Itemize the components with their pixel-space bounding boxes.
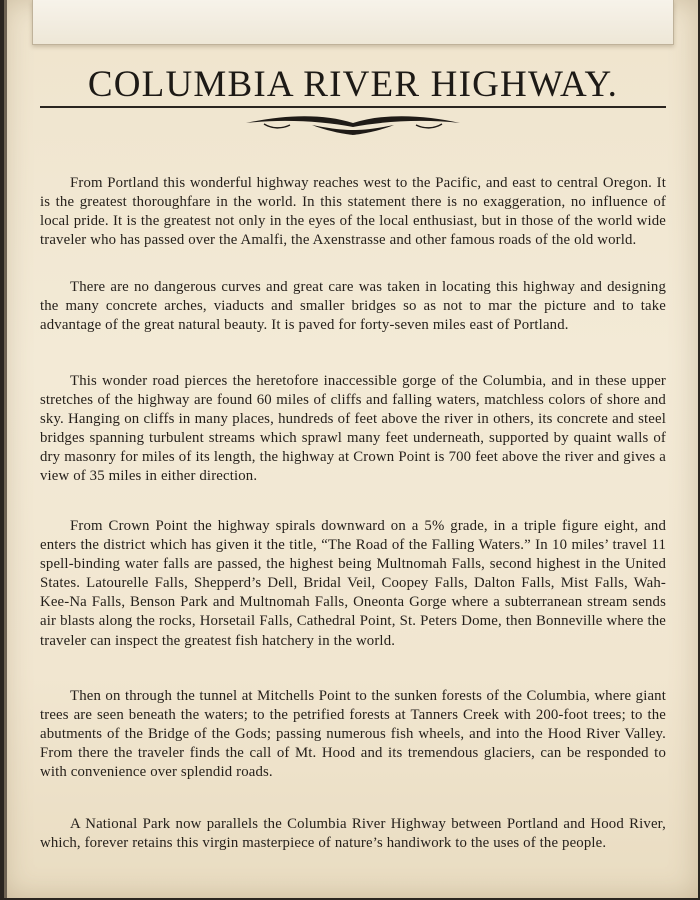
paragraph-gorge: This wonder road pierces the heretofore inaccessible gorge of the Columbia, and in these upper stretches of the highway are found 60 miles of cliffs and falling waters, matchless colors of shore and sky. Hanging on cliffs in many places, hundreds of feet above the river in others, its concrete and steel bridges spanning turbulent streams which sprawl many feet underneath, supported by quaint walls of dry masonry for miles of its length, the highway at Crown Point is 700 feet above the river and gives a view of 35 miles in either direction. bbox=[40, 373, 666, 485]
flourish-ornament-icon bbox=[242, 111, 464, 139]
paragraph-national-park: A National Park now parallels the Columbia River Highway between Portland and Hood River, which, forever retains this virgin masterpiece of nature’s handiwork to the uses of the people. bbox=[40, 816, 666, 852]
document-title: COLUMBIA RIVER HIGHWAY. bbox=[87, 64, 619, 105]
paragraph-hood-river: Then on through the tunnel at Mitchells Point to the sunken forests of the Columbia, where giant trees are seen beneath the waters; to the petrified forests at Tanners Creek with 200-foot trees; to the abutments of the Bridge of the Gods; passing numerous fish wheels, and into the Hood River Valley. From there the traveler finds the call of Mt. Hood and its tremendous glaciers, can be responded to with convenience over splendid roads. bbox=[40, 688, 666, 781]
paragraph-design: There are no dangerous curves and great care was taken in locating this highway and designing the many concrete arches, viaducts and smaller bridges so as not to mar the picture and to take advantage of the great natural beauty. It is paved for forty-seven miles east of Portland. bbox=[40, 279, 666, 334]
page-edge bbox=[4, 0, 7, 898]
title-underline bbox=[40, 106, 666, 108]
document-page bbox=[4, 0, 698, 898]
folded-flap bbox=[32, 0, 674, 45]
paragraph-intro: From Portland this wonderful highway reaches west to the Pacific, and east to central Oregon. It is the greatest thoroughfare in the world. In this statement there is no exaggeration, no influence of local pride. It is the greatest not only in the eyes of the local enthusiast, but in those of the world wide traveler who has passed over the Amalfi, the Axenstrasse and other famous roads of the old world. bbox=[40, 175, 666, 249]
paragraph-falls: From Crown Point the highway spirals downward on a 5% grade, in a triple figure eight, and enters the district which has given it the title, “The Road of the Falling Waters.” In 10 miles’ travel 11 spell-binding water falls are passed, the highest being Multnomah Falls, second highest in the United States. Latourelle Falls, Shepperd’s Dell, Bridal Veil, Coopey Falls, Dalton Falls, Mist Falls, Wah-Kee-Na Falls, Benson Park and Multnomah Falls, Oneonta Gorge where a subterranean stream sends air blasts along the rocks, Horsetail Falls, Cathedral Point, St. Peters Dome, then Bonneville where the traveler can inspect the greatest fish hatchery in the world. bbox=[40, 518, 666, 649]
